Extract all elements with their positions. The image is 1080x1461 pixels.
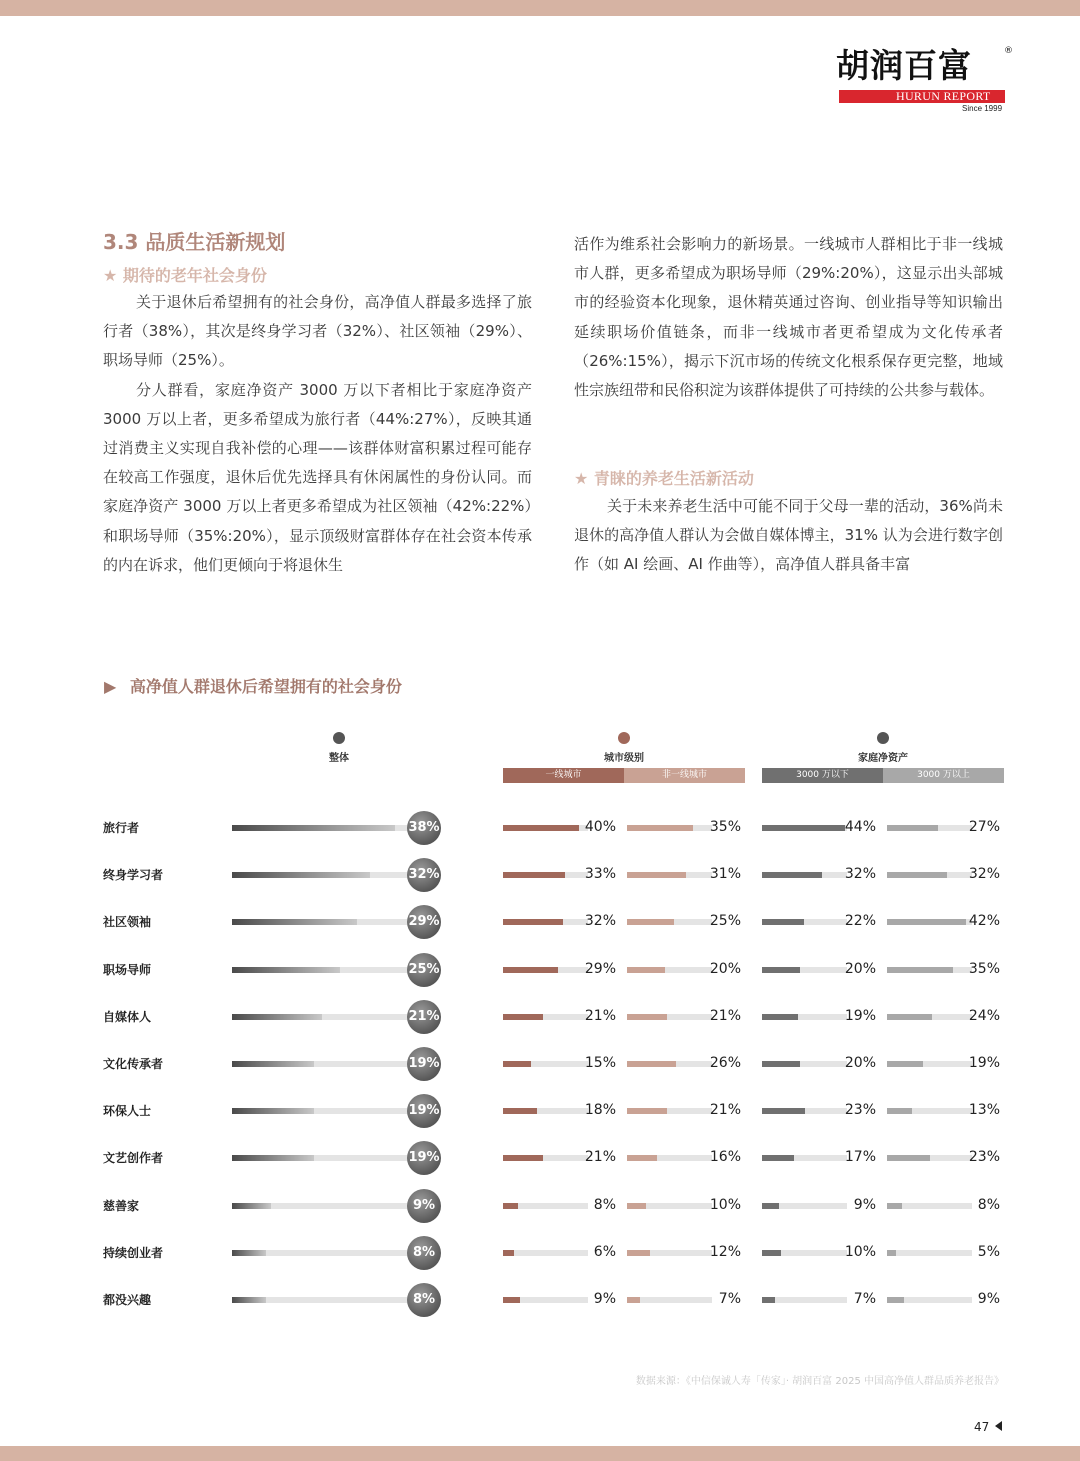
series-4-bar xyxy=(887,872,947,878)
logo-name-cn: 胡润百富 xyxy=(836,46,972,85)
series-3-value-label: 17% xyxy=(844,1149,876,1166)
chart-title-text: 高净值人群退休后希望拥有的社会身份 xyxy=(129,677,402,696)
series-2-value-label: 7% xyxy=(718,1291,741,1307)
overall-value-badge: 8% xyxy=(407,1236,441,1270)
series-4-value-label: 19% xyxy=(968,1055,1000,1071)
series-4-bar xyxy=(887,1155,930,1161)
series-4-value-label: 13% xyxy=(968,1102,1000,1119)
asset-subheader-0: 3000 万以下 xyxy=(762,768,883,783)
category-label: 职场导师 xyxy=(103,962,152,977)
series-3-bar xyxy=(762,1203,779,1209)
overall-value-badge: 9% xyxy=(407,1189,441,1223)
series-1-bar xyxy=(503,919,563,925)
series-2-value-label: 10% xyxy=(709,1196,741,1213)
category-label: 文化传承者 xyxy=(103,1057,164,1071)
series-4-value-label: 23% xyxy=(968,1149,1000,1166)
overall-bar-track xyxy=(232,1203,410,1209)
subsection-title-new-activities: ★ 青睐的养老生活新活动 xyxy=(574,469,754,488)
overall-bar-track xyxy=(232,1297,410,1303)
series-3-bar xyxy=(762,967,800,973)
category-label: 自媒体人 xyxy=(103,1009,152,1024)
left-column xyxy=(103,288,532,580)
series-4-value-label: 42% xyxy=(968,913,1000,930)
city-subheader-1: 非一线城市 xyxy=(624,768,745,783)
category-label: 终身学习者 xyxy=(103,868,164,883)
city-group-dot xyxy=(618,732,630,744)
hurun-logo xyxy=(836,46,1013,116)
series-1-value-label: 29% xyxy=(584,960,616,977)
chart-title-marker: ▶ xyxy=(104,677,117,696)
series-3-bar xyxy=(762,1014,798,1020)
overall-bar-track xyxy=(232,919,410,925)
right-column-2 xyxy=(574,492,1003,580)
series-3-value-label: 7% xyxy=(853,1291,876,1307)
series-3-bar xyxy=(762,919,804,925)
series-3-value-label: 19% xyxy=(844,1007,876,1024)
series-2-bar xyxy=(627,919,674,925)
overall-bar-track xyxy=(232,1155,410,1161)
series-1-bar xyxy=(503,1203,518,1209)
series-3-value-label: 44% xyxy=(844,819,876,835)
overall-value-badge: 32% xyxy=(407,858,441,892)
series-1-value-label: 33% xyxy=(584,866,616,883)
overall-bar-track xyxy=(232,1014,410,1020)
series-2-value-label: 21% xyxy=(709,1102,741,1119)
series-1-bar xyxy=(503,1297,520,1303)
series-1-bar xyxy=(503,872,565,878)
series-4-value-label: 9% xyxy=(977,1291,1000,1307)
series-4-bar xyxy=(887,967,953,973)
series-1-value-label: 40% xyxy=(584,819,616,835)
logo-registered-mark: ® xyxy=(1004,46,1013,56)
series-4-bar xyxy=(887,1061,923,1067)
overall-value-badge: 8% xyxy=(407,1283,441,1317)
series-2-value-label: 25% xyxy=(709,913,741,930)
overall-bar xyxy=(232,1014,322,1020)
category-label: 环保人士 xyxy=(103,1104,152,1119)
series-3-value-label: 9% xyxy=(853,1196,876,1213)
series-2-value-label: 12% xyxy=(709,1243,741,1260)
overall-bar xyxy=(232,919,357,925)
series-1-bar xyxy=(503,1014,543,1020)
series-3-value-label: 22% xyxy=(844,913,876,930)
series-4-value-label: 5% xyxy=(977,1243,1000,1260)
series-2-value-label: 31% xyxy=(709,866,741,883)
series-2-bar xyxy=(627,1250,650,1256)
overall-bar xyxy=(232,872,370,878)
overall-bar xyxy=(232,1297,266,1303)
series-2-value-label: 20% xyxy=(709,960,741,977)
asset-group-dot xyxy=(877,732,889,744)
paragraph: 分人群看，家庭净资产 3000 万以下者相比于家庭净资产 3000 万以上者，更多希望成为旅行者（44%:27%），反映其通过消费主义实现自我补偿的心理——该群体财富积累过程可能存在较高工作强度，退休后优先选择具有休闲属性的身份认同。而家庭净资产 3000 万以上者更多希望成为社区领袖（42%:22%）和职场导师（35%:20%），显示顶级财富群体存在社会资本传承的内在诉求，他们更倾向于将退休生 xyxy=(103,380,532,574)
series-3-value-label: 20% xyxy=(844,1055,876,1071)
overall-bar xyxy=(232,1155,314,1161)
series-3-bar xyxy=(762,1250,781,1256)
overall-bar-track xyxy=(232,1108,410,1114)
paragraph: 关于退休后希望拥有的社会身份，高净值人群最多选择了旅行者（38%），其次是终身学习者（32%）、社区领袖（29%）、职场导师（25%）。 xyxy=(103,293,532,370)
overall-value-badge: 19% xyxy=(407,1047,441,1081)
overall-bar xyxy=(232,825,395,831)
series-1-value-label: 8% xyxy=(593,1196,616,1213)
series-1-value-label: 15% xyxy=(584,1055,616,1071)
series-2-value-label: 26% xyxy=(709,1055,741,1071)
overall-bar xyxy=(232,1250,266,1256)
category-label: 文艺创作者 xyxy=(103,1151,164,1166)
series-4-value-label: 8% xyxy=(977,1196,1000,1213)
overall-value-badge: 25% xyxy=(407,953,441,987)
series-4-bar xyxy=(887,1250,896,1256)
series-2-value-label: 16% xyxy=(709,1149,741,1166)
overall-bar-track xyxy=(232,1061,410,1067)
series-4-bar xyxy=(887,1297,904,1303)
series-2-bar xyxy=(627,1297,640,1303)
category-label: 慈善家 xyxy=(103,1198,140,1213)
series-2-bar xyxy=(627,872,686,878)
top-bar xyxy=(0,0,1080,16)
series-4-value-label: 32% xyxy=(968,866,1000,883)
overall-bar xyxy=(232,1061,314,1067)
series-4-bar xyxy=(887,825,938,831)
asset-group-label: 家庭净资产 xyxy=(858,753,908,764)
series-4-value-label: 24% xyxy=(968,1007,1000,1024)
series-2-bar xyxy=(627,967,665,973)
series-1-bar xyxy=(503,967,558,973)
series-4-value-label: 27% xyxy=(968,819,1000,835)
series-1-bar xyxy=(503,1250,514,1256)
city-group-label: 城市级别 xyxy=(604,753,644,764)
logo-since: Since 1999 xyxy=(962,104,1003,113)
series-4-bar xyxy=(887,1203,902,1209)
overall-bar-track xyxy=(232,967,410,973)
overall-value-badge: 19% xyxy=(407,1094,441,1128)
overall-value-badge: 19% xyxy=(407,1141,441,1175)
series-2-value-label: 35% xyxy=(709,819,741,835)
series-2-bar xyxy=(627,1108,667,1114)
overall-bar-track xyxy=(232,1250,410,1256)
series-3-bar xyxy=(762,1155,794,1161)
series-1-value-label: 6% xyxy=(593,1243,616,1260)
overall-bar-track xyxy=(232,825,410,831)
city-subheader-0: 一线城市 xyxy=(503,768,624,783)
category-label: 持续创业者 xyxy=(103,1245,164,1260)
series-3-bar xyxy=(762,1108,805,1114)
series-3-bar xyxy=(762,1297,775,1303)
series-1-value-label: 18% xyxy=(584,1102,616,1119)
overall-bar xyxy=(232,1108,314,1114)
series-3-value-label: 20% xyxy=(844,960,876,977)
subsection-title-social-identity: ★ 期待的老年社会身份 xyxy=(103,266,267,285)
section-title: 3.3 品质生活新规划 xyxy=(103,230,286,254)
category-label: 都没兴趣 xyxy=(103,1293,152,1307)
category-label: 旅行者 xyxy=(103,821,140,835)
series-2-bar xyxy=(627,1203,646,1209)
series-2-bar xyxy=(627,825,693,831)
overall-value-badge: 21% xyxy=(407,1000,441,1034)
overall-group-dot xyxy=(333,732,345,744)
series-4-value-label: 35% xyxy=(968,960,1000,977)
series-2-value-label: 21% xyxy=(709,1007,741,1024)
page-arrow-icon xyxy=(995,1421,1002,1431)
paragraph: 关于未来养老生活中可能不同于父母一辈的活动，36%尚未退休的高净值人群认为会做自媒体博主，31% 认为会进行数字创作（如 AI 绘画、AI 作曲等），高净值人群具备丰富 xyxy=(574,497,1003,574)
series-1-value-label: 9% xyxy=(593,1291,616,1307)
series-2-bar xyxy=(627,1155,657,1161)
series-4-bar xyxy=(887,1014,932,1020)
series-1-value-label: 21% xyxy=(584,1149,616,1166)
category-label: 社区领袖 xyxy=(103,915,152,930)
bottom-bar xyxy=(0,1446,1080,1461)
series-3-value-label: 10% xyxy=(844,1243,876,1260)
overall-bar-track xyxy=(232,872,410,878)
series-4-bar xyxy=(887,1108,912,1114)
page-number: 47 xyxy=(974,1420,990,1434)
chart-title xyxy=(104,674,402,697)
series-1-bar xyxy=(503,1155,543,1161)
series-2-bar xyxy=(627,1014,667,1020)
series-2-bar xyxy=(627,1061,676,1067)
series-1-value-label: 32% xyxy=(584,913,616,930)
paragraph: 活作为维系社会影响力的新场景。一线城市人群相比于非一线城市人群，更多希望成为职场导师（29%:20%），这显示出头部城市的经验资本化现象，退休精英通过咨询、创业指导等知识输出延续职场价值链条，而非一线城市者更希望成为文化传承者（26%:15%），揭示下沉市场的传统文化根系保存更完整，地域性宗族纽带和民俗积淀为该群体提供了可持续的公共参与载体。 xyxy=(574,235,1003,400)
overall-bar xyxy=(232,1203,271,1209)
series-3-value-label: 32% xyxy=(844,866,876,883)
series-1-bar xyxy=(503,1108,537,1114)
overall-bar xyxy=(232,967,340,973)
asset-subheader-1: 3000 万以上 xyxy=(883,768,1004,783)
series-3-bar xyxy=(762,872,822,878)
right-column xyxy=(574,230,1003,405)
series-1-value-label: 21% xyxy=(584,1007,616,1024)
overall-value-badge: 29% xyxy=(407,905,441,939)
overall-group-label: 整体 xyxy=(329,753,349,764)
series-1-bar xyxy=(503,1061,531,1067)
series-3-value-label: 23% xyxy=(844,1102,876,1119)
series-3-bar xyxy=(762,1061,800,1067)
overall-value-badge: 38% xyxy=(407,811,441,845)
logo-name-en: HURUN REPORT xyxy=(896,89,991,103)
data-source: 数据来源：《中信保诚人寿「传家」· 胡润百富 2025 中国高净值人群品质养老报告》 xyxy=(635,1376,1004,1387)
